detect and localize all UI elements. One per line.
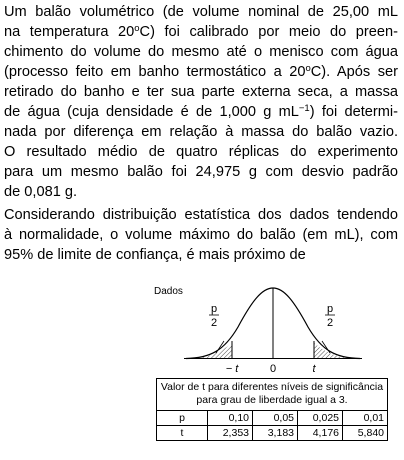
t-value-table — [156, 378, 388, 441]
paragraph-line: nada por diferença em relação à massa do balão vazio. — [4, 124, 398, 140]
p-left-label: p — [210, 303, 218, 315]
two-left-label: 2 — [210, 317, 218, 329]
table-cell: 2,353 — [208, 426, 253, 441]
t-value-table-container — [156, 378, 388, 441]
paragraph-line: O resultado médio de quatro réplicas do experimento — [4, 144, 398, 160]
table-cell: 0,10 — [208, 411, 253, 426]
minus-t-label: − t — [225, 363, 239, 375]
question-paragraph-2 — [4, 205, 398, 265]
p-right-label: p — [326, 303, 334, 315]
table-caption: Valor de t para diferentes níveis de significância para grau de liberdade igual a 3. — [157, 379, 388, 411]
paragraph-line: (processo feito em banho termostático a 20$^o$C). Após ser — [4, 63, 398, 80]
table-row — [157, 426, 388, 441]
row-header: t — [157, 426, 208, 441]
figure-label: Dados — [154, 286, 183, 297]
paragraph-line: Considerando distribuição estatística dos dados tendendo — [4, 207, 398, 223]
table-cell: 4,176 — [298, 426, 343, 441]
right-tail-area — [314, 343, 348, 358]
table-cell: 5,840 — [343, 426, 388, 441]
paragraph-line: de 0,081 g. — [4, 184, 78, 200]
two-right-label: 2 — [326, 317, 334, 329]
paragraph-line: Um balão volumétrico (de volume nominal de 25,00 mL — [4, 4, 398, 20]
zero-label: 0 — [269, 363, 277, 375]
table-cell: 0,025 — [298, 411, 343, 426]
table-row — [157, 411, 388, 426]
paragraph-line: para um mesmo balão foi 24,975 g com desvio padrão — [4, 164, 398, 180]
table-cell: 0,01 — [343, 411, 388, 426]
left-tail-area — [198, 343, 232, 358]
row-header: p — [157, 411, 208, 426]
question-paragraph-1 — [4, 2, 398, 202]
normal-distribution-figure — [180, 283, 380, 375]
t-label: t — [312, 363, 316, 375]
table-cell: 0,05 — [253, 411, 298, 426]
paragraph-line: de água (cuja densidade é de 1,000 g $mL^{-1}$) foi determi- — [4, 103, 398, 120]
paragraph-line: 95% de limite de confiança, é mais próximo de — [4, 247, 306, 263]
paragraph-line: chimento do volume do mesmo até o menisco com água — [4, 44, 398, 60]
paragraph-line: retirado do banho e ter sua parte externa seca, a massa — [4, 84, 398, 100]
paragraph-line: na temperatura 20$^o$C) foi calibrado por meio do preen- — [4, 23, 398, 40]
paragraph-line: à normalidade, o volume máximo do balão (em mL), com — [4, 227, 398, 243]
table-cell: 3,183 — [253, 426, 298, 441]
